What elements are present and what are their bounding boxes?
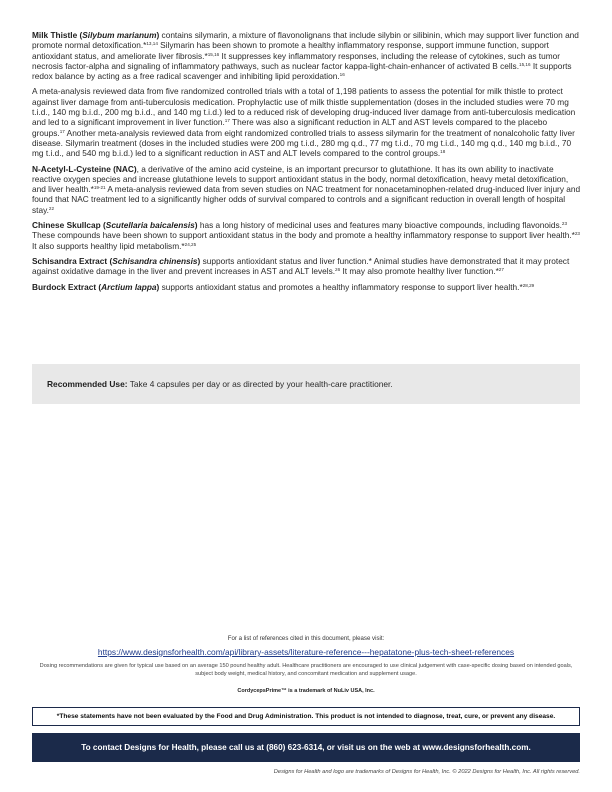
ingredient-name: Chinese Skullcap ( bbox=[32, 220, 106, 231]
citation: 17 bbox=[224, 118, 230, 124]
fda-statement-box: *These statements have not been evaluated by the Food and Drug Administration. This product is not intended to diagnose, treat, cure, or prevent any disease. bbox=[32, 707, 580, 726]
citation: 24,25 bbox=[184, 241, 197, 247]
contact-banner: To contact Designs for Health, please call us at (860) 623-6314, or visit us on the web at www.designsforhealth.com. bbox=[32, 733, 580, 762]
latin-name: Arctium lappa bbox=[101, 281, 157, 292]
citation: 17 bbox=[59, 128, 65, 134]
schisandra-paragraph: Schisandra Extract (Schisandra chinensis) supports antioxidant status and liver function.* Animal studies have demonstrated that it may protect against oxidative damage in the liver and prevent increases in AST and ALT levels.$^{26}$ It may also promote healthy liver function.*$^{27}$ bbox=[32, 255, 570, 277]
footer-copyright: Designs for Health and logo are trademarks of Designs for Health, Inc. © 2022 Designs for Health, Inc. All rights reserved. bbox=[273, 769, 580, 775]
citation: 16 bbox=[339, 72, 345, 78]
trademark-note: CordycepsPrime™ is a trademark of NuLiv USA, Inc. bbox=[237, 688, 375, 694]
citation: 23 bbox=[574, 231, 580, 237]
citation: 26 bbox=[335, 267, 341, 273]
references-intro: For a list of references cited in this document, please visit: bbox=[227, 635, 385, 642]
recommended-use-label: Recommended Use: bbox=[47, 379, 128, 389]
citation: 15,16 bbox=[207, 51, 220, 57]
recommended-use-text: Take 4 capsules per day or as directed by your health-care practitioner. bbox=[127, 379, 393, 389]
burdock-paragraph: Burdock Extract (Arctium lappa) supports antioxidant status and promotes a healthy inflammatory response to support liver health.*$^{28,29}$ bbox=[32, 281, 535, 292]
skullcap-paragraph: Chinese Skullcap (Scutellaria baicalensis) has a long history of medicinal uses and features many bioactive compounds, including flavonoids.$^{23}$ These compounds have been shown to support antioxidant status in the body and promote a healthy inflammatory response to support liver health.*$^{23}$ It also supports healthy lipid metabolism.*$^{24,25}$ bbox=[32, 220, 580, 251]
ingredient-name: Burdock Extract ( bbox=[32, 281, 102, 292]
ingredient-name: Milk Thistle ( bbox=[32, 30, 83, 40]
citation: 19-21 bbox=[93, 185, 106, 191]
citation: 28,29 bbox=[522, 282, 535, 288]
ingredient-name: Schisandra Extract ( bbox=[32, 255, 113, 266]
citation: 22 bbox=[48, 205, 55, 211]
citation: 27 bbox=[498, 267, 504, 273]
references-link[interactable]: https://www.designsforhealth.com/api/library-assets/literature-reference---hepatatone-plus-tech-sheet-references bbox=[97, 647, 515, 657]
milk-thistle-paragraph: Milk Thistle (Silybum marianum) contains silymarin, a mixture of flavonolignans that include silybin or silibinin, which may support liver function and promote normal detoxification.*$^{13,14}$ Silymarin has been shown to promote a healthy inflammatory response, support immune function, support antioxidant status, and ameliorate liver fibrosis.*$^{15,16}$ It suppresses key inflammatory responses, including the release of cytokines, such as tumor necrosis factor-alpha and signaling of inflammatory pathways, such as nuclear factor kappa-light-chain-enhancer of activated B cells.$^{15,16}$ It supports redox balance by acting as a free radical scavenger and inhibiting lipid peroxidation.$^{16}$ bbox=[32, 30, 579, 82]
nac-paragraph: N-Acetyl-L-Cysteine (NAC), a derivative of the amino acid cysteine, is an important precursor to glutathione. It has its own ability to inactivate reactive oxygen species and increase glutathione levels to support antioxidant status in the body, normal detoxification, heavy metal detoxification, and liver health.*$^{19-21}$ A meta-analysis reviewed data from seven studies on NAC treatment for nonacetaminophen-related drug-induced liver injury and found that NAC treatment led to a significantly higher odds of survival compared to controls and a significant reduction in overall length of hospital stay.$^{22}$ bbox=[32, 163, 581, 215]
tech-sheet-body bbox=[32, 30, 582, 297]
latin-name: Scutellaria baicalensis bbox=[105, 220, 195, 231]
recommended-use-box bbox=[32, 364, 580, 404]
citation: 18 bbox=[440, 149, 446, 155]
citation: 23 bbox=[561, 221, 568, 227]
citation: 15,16 bbox=[519, 61, 531, 67]
references-section bbox=[32, 635, 580, 694]
citation: 13,14 bbox=[146, 41, 158, 47]
latin-name: Silybum marianum bbox=[82, 30, 157, 40]
dosing-disclaimer: Dosing recommendations are given for typical use based on an average 150 pound healthy adult. Healthcare practitioners are encouraged to use clinical judgement with case-specific dosing based on intended goals, subject body weight, medical history, and concomitant medication and supplement usage. bbox=[39, 663, 573, 677]
meta-analysis-paragraph: A meta-analysis reviewed data from five randomized controlled trials with a total of 1,198 patients to assess the potential for milk thistle to protect against liver damage from anti-tuberculosis medication. Prophylactic use of milk thistle supplementation (doses in the included studies were 70 mg t.i.d., 140 mg b.i.d., 200 mg b.i.d., and 140 mg t.i.d.) led to a reduced risk of developing drug-induced liver damage from anti-tuberculosis medication and led to a significant improvement in liver function.$^{17}$ There was also a significant reduction in ALT and AST levels compared to the placebo groups.$^{17}$ Another meta-analysis reviewed data from eight randomized controlled trials to assess silymarin for the treatment of nonalcoholic fatty liver disease. Silymarin treatment (doses in the included studies were 200 mg t.i.d., 280 mg q.d., 77 mg t.i.d., 70 mg t.i.d., 140 mg q.d., 140 mg b.i.d., 70 mg t.i.d., and 540 mg b.i.d.) led to a significant reduction in AST and ALT levels compared to the control groups.$^{18}$ bbox=[32, 86, 576, 159]
latin-name: Schisandra chinensis bbox=[112, 255, 198, 266]
ingredient-name: N-Acetyl-L-Cysteine (NAC) bbox=[32, 163, 137, 174]
